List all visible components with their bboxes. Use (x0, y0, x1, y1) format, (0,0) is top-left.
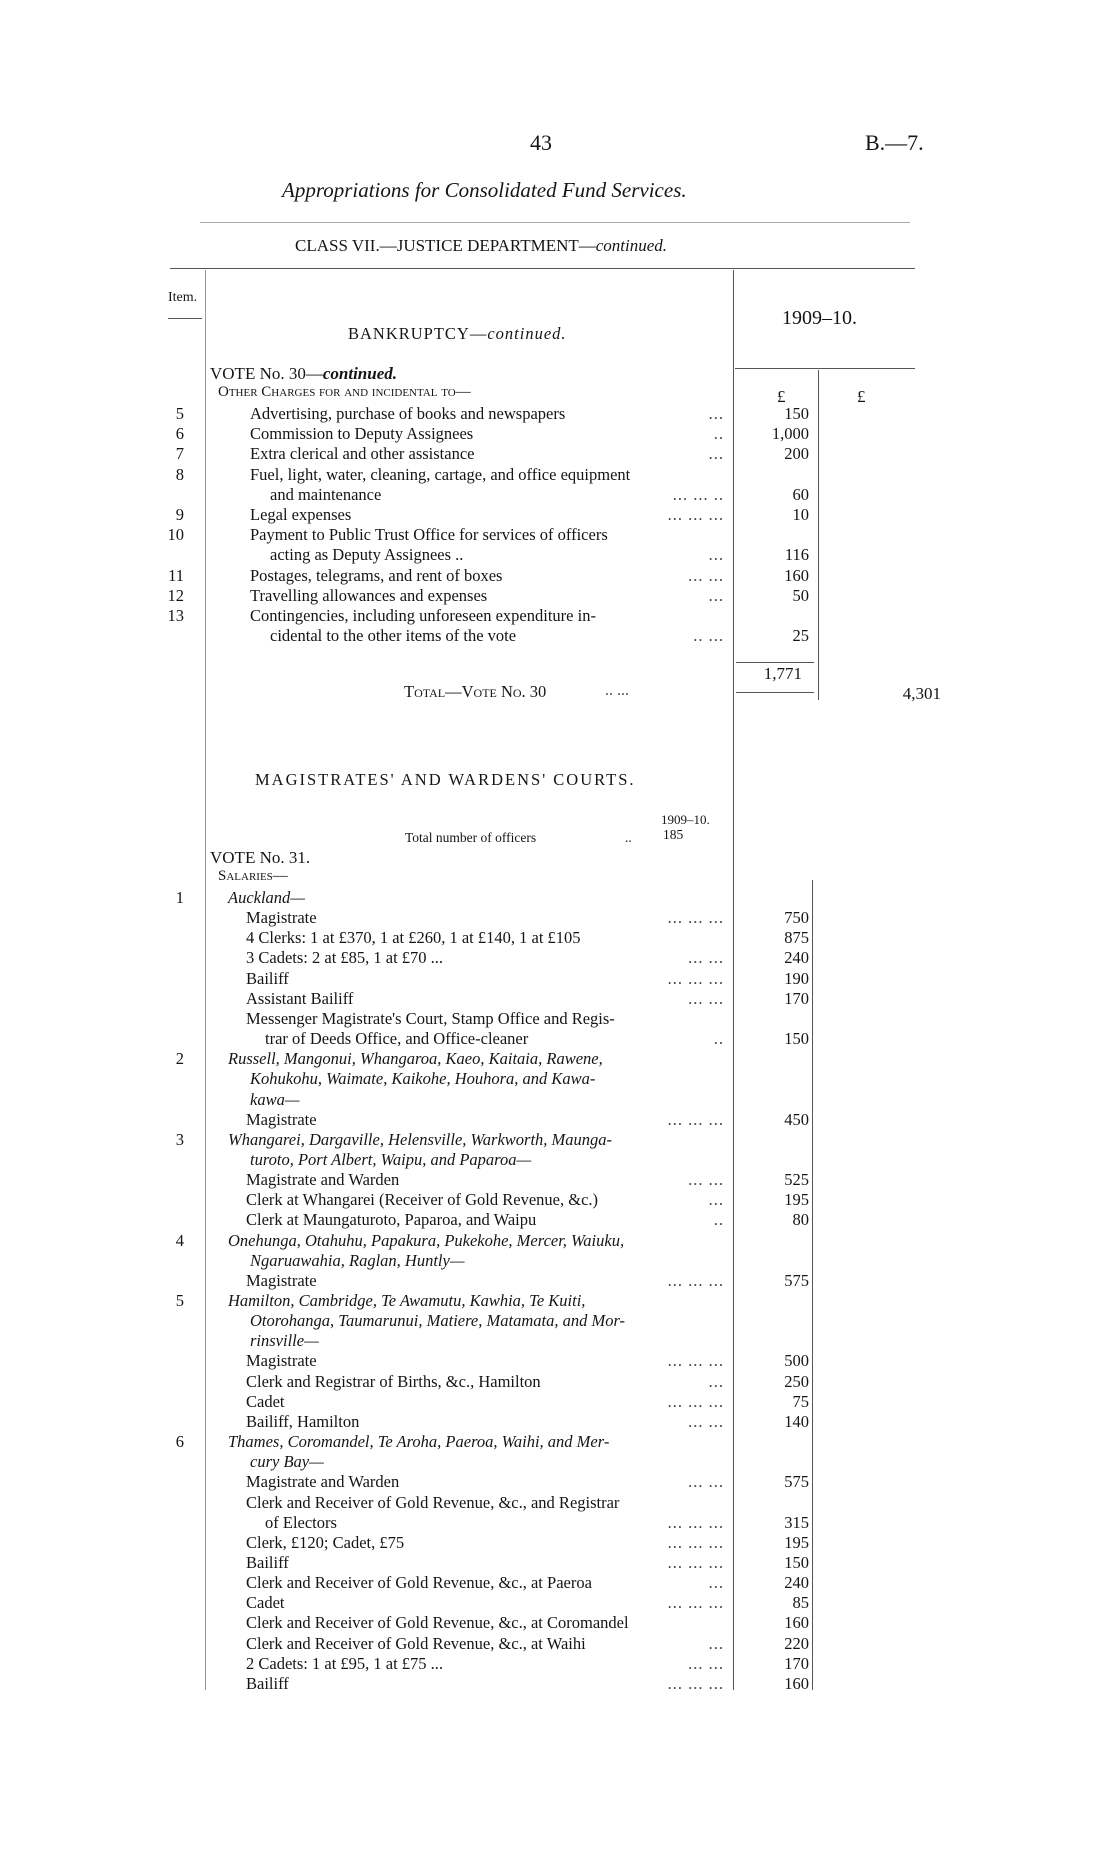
item-description: Bailiff (246, 968, 289, 988)
magistrates-heading: MAGISTRATES' AND WARDENS' COURTS. (255, 770, 636, 789)
line-item (0, 1634, 1114, 1654)
item-number: 11 (168, 565, 184, 585)
dot-leader: ... ... (688, 1653, 724, 1673)
item-number: 5 (175, 404, 184, 423)
dot-leader: ... ... ... (667, 908, 724, 928)
item-description: Magistrate (246, 1270, 317, 1290)
item-head-rule (168, 318, 202, 319)
class-heading-main: CLASS VII.—JUSTICE DEPARTMENT— (295, 236, 596, 255)
line-item (0, 1392, 1114, 1412)
vote-30-total: 4,301 (902, 684, 941, 703)
item-number: 7 (175, 444, 184, 464)
item-description: Bailiff, Hamilton (246, 1411, 360, 1431)
line-item (0, 1412, 1114, 1432)
line-item (0, 1452, 1114, 1472)
line-item (0, 1170, 1114, 1190)
item-description: Kohukohu, Waimate, Kaikohe, Houhora, and Kawa- (250, 1069, 596, 1089)
amount: 575 (784, 1472, 809, 1492)
year-column-head: 1909–10. (782, 307, 857, 329)
line-item (0, 1613, 1114, 1633)
line-item (0, 1331, 1114, 1351)
line-item (0, 1674, 1114, 1694)
item-description: Clerk and Receiver of Gold Revenue, &c., at Coromandel (246, 1613, 629, 1633)
item-number: 1 (175, 888, 184, 907)
amount: 10 (792, 505, 809, 524)
item-description: Hamilton, Cambridge, Te Awamutu, Kawhia, Te Kuiti, (228, 1291, 586, 1310)
line-item (0, 1291, 1114, 1311)
amount: 75 (792, 1391, 809, 1411)
amount: 85 (792, 1593, 809, 1613)
dot-leader: ... (708, 1633, 724, 1653)
amount: 60 (792, 484, 809, 504)
page-number: 43 (530, 130, 552, 155)
item-description: Russell, Mangonui, Whangaroa, Kaeo, Kaitaia, Rawene, (228, 1049, 603, 1069)
amount: 190 (784, 968, 809, 988)
amount: 315 (784, 1512, 809, 1532)
line-item (0, 1351, 1114, 1371)
line-item (0, 1593, 1114, 1613)
dot-leader: ... ... (688, 988, 724, 1008)
item-description: Clerk at Whangarei (Receiver of Gold Revenue, &c.) (246, 1190, 599, 1210)
rule-under-year (735, 368, 915, 369)
dot-leader: ... (708, 444, 724, 464)
dot-leader: .. (713, 1029, 724, 1049)
line-item (0, 566, 1114, 586)
item-description: Payment to Public Trust Office for services of officers (250, 525, 608, 545)
line-item (0, 1251, 1114, 1271)
dot-leader: ... (708, 545, 724, 565)
item-description: Fuel, light, water, cleaning, cartage, and office equipment (250, 464, 631, 484)
amount: 240 (784, 948, 809, 968)
bankruptcy-subtotal: 1,771 (763, 664, 802, 683)
line-item (0, 424, 1114, 444)
dot-leader: ... (708, 1190, 724, 1210)
item-description: Magistrate and Warden (246, 1170, 400, 1190)
item-description: 4 Clerks: 1 at £370, 1 at £260, 1 at £140, 1 at £105 (246, 928, 581, 948)
amount: 240 (784, 1573, 809, 1593)
line-item (0, 1110, 1114, 1130)
amount: 750 (784, 908, 809, 928)
pound-symbol-1: £ (777, 387, 786, 406)
line-item (0, 1553, 1114, 1573)
vote-30-total-leader: .. ... (605, 682, 629, 699)
line-item (0, 606, 1114, 626)
item-description: Legal expenses (250, 505, 352, 524)
dot-leader: ... ... ... (667, 1270, 724, 1290)
item-description: trar of Deeds Office, and Office-cleaner (265, 1029, 529, 1049)
line-item (0, 1029, 1114, 1049)
item-description: Whangarei, Dargaville, Helensville, Warkworth, Maunga- (228, 1129, 613, 1149)
dot-leader: .. (713, 424, 724, 444)
dot-leader: ... ... ... (667, 1552, 724, 1572)
amount: 80 (792, 1210, 809, 1230)
pound-symbol-2: £ (857, 387, 866, 406)
item-number: 10 (167, 525, 184, 545)
line-item (0, 404, 1114, 424)
dot-leader: ... ... ... (667, 1109, 724, 1129)
class-heading (295, 236, 667, 256)
dot-leader: ... ... ... (667, 968, 724, 988)
amount: 160 (784, 1673, 809, 1693)
vote-30-label: VOTE No. 30— (210, 364, 323, 383)
dot-leader: .. ... (693, 626, 724, 646)
item-number: 6 (175, 1432, 184, 1452)
line-item (0, 485, 1114, 505)
dot-leader: ... ... (688, 948, 724, 968)
line-item (0, 1231, 1114, 1251)
vote-30-suffix: continued. (322, 364, 398, 383)
item-number: 2 (175, 1049, 184, 1069)
line-item (0, 1271, 1114, 1291)
other-charges-subhead: Other Charges for and incidental to— (218, 384, 471, 400)
item-description: Magistrate and Warden (246, 1472, 400, 1492)
dot-leader: ... ... (688, 1472, 724, 1492)
item-description: cidental to the other items of the vote (270, 626, 517, 646)
line-item (0, 626, 1114, 646)
item-description: Auckland— (228, 888, 305, 907)
bankruptcy-heading (348, 324, 567, 344)
line-item (0, 1533, 1114, 1553)
line-item (0, 1654, 1114, 1674)
dot-leader: ... (708, 585, 724, 605)
line-item (0, 948, 1114, 968)
item-number: 13 (167, 606, 184, 625)
item-number: 5 (175, 1291, 184, 1310)
item-number: 8 (175, 464, 184, 484)
item-description: Messenger Magistrate's Court, Stamp Office and Regis- (246, 1008, 615, 1028)
amount: 195 (784, 1190, 809, 1210)
amount: 200 (784, 444, 809, 464)
class-heading-suffix: continued. (595, 236, 668, 255)
amount: 160 (784, 565, 809, 585)
line-item (0, 545, 1114, 565)
item-description: Postages, telegrams, and rent of boxes (250, 565, 503, 585)
salaries-subhead: Salaries— (218, 868, 288, 884)
line-item (0, 928, 1114, 948)
line-item (0, 1432, 1114, 1452)
item-description: Magistrate (246, 908, 317, 928)
officers-label: Total number of officers (405, 830, 537, 845)
item-column-head: Item. (168, 290, 198, 305)
item-description: Extra clerical and other assistance (250, 444, 475, 464)
item-description: Cadet (246, 1593, 285, 1613)
amount: 170 (784, 988, 809, 1008)
line-item (0, 969, 1114, 989)
amount: 450 (784, 1109, 809, 1129)
amount: 1,000 (771, 424, 809, 444)
dot-leader: ... (708, 1371, 724, 1391)
line-item (0, 586, 1114, 606)
amount: 160 (784, 1613, 809, 1633)
amount: 525 (784, 1170, 809, 1190)
bankruptcy-heading-suffix: continued. (487, 324, 567, 343)
item-description: Advertising, purchase of books and newspapers (250, 404, 566, 423)
line-item (0, 1090, 1114, 1110)
item-description: 3 Cadets: 2 at £85, 1 at £70 ... (246, 948, 444, 968)
dot-leader: ... ... (688, 1411, 724, 1431)
item-number: 12 (167, 585, 184, 605)
dot-leader: ... ... ... (667, 1512, 724, 1532)
amount: 875 (784, 928, 809, 948)
line-item (0, 1210, 1114, 1230)
amount: 195 (784, 1532, 809, 1552)
dot-leader: ... ... (688, 565, 724, 585)
line-item (0, 444, 1114, 464)
page-reference: B.—7. (865, 130, 924, 155)
line-item (0, 1513, 1114, 1533)
item-description: Magistrate (246, 1351, 317, 1371)
line-item (0, 1069, 1114, 1089)
amount: 500 (784, 1351, 809, 1371)
amount: 116 (784, 545, 809, 565)
dot-leader: ... ... ... (667, 1593, 724, 1613)
line-item (0, 1493, 1114, 1513)
vote-30-heading (210, 364, 397, 384)
subtotal-rule-bottom (736, 692, 814, 693)
item-description: turoto, Port Albert, Waipu, and Paparoa— (250, 1149, 532, 1169)
item-description: Bailiff (246, 1673, 289, 1693)
officers-leader: .. (625, 830, 632, 845)
item-number: 3 (175, 1129, 184, 1149)
subtotal-rule-top (736, 662, 814, 663)
item-description: Travelling allowances and expenses (250, 585, 488, 605)
vote-30-total-label: Total—Vote No. 30 (404, 682, 547, 701)
item-description: Onehunga, Otahuhu, Papakura, Pukekohe, Mercer, Waiuku, (228, 1230, 625, 1250)
officers-count: 185 (663, 827, 684, 842)
item-description: rinsville— (250, 1331, 319, 1351)
line-item (0, 465, 1114, 485)
line-item (0, 989, 1114, 1009)
amount: 150 (784, 1552, 809, 1572)
item-description: Clerk and Registrar of Births, &c., Hamilton (246, 1371, 541, 1391)
item-description: Clerk and Receiver of Gold Revenue, &c., and Registrar (246, 1492, 620, 1512)
line-item (0, 1009, 1114, 1029)
amount: 220 (784, 1633, 809, 1653)
item-description: acting as Deputy Assignees .. (270, 545, 464, 565)
dot-leader: ... ... (688, 1170, 724, 1190)
line-item (0, 1130, 1114, 1150)
item-number: 6 (175, 424, 184, 444)
bankruptcy-heading-main: BANKRUPTCY— (348, 324, 488, 343)
rule-under-class (170, 268, 915, 269)
item-description: Magistrate (246, 1109, 317, 1129)
amount: 150 (784, 1029, 809, 1049)
item-description: Ngaruawahia, Raglan, Huntly— (250, 1250, 465, 1270)
item-description: Assistant Bailiff (246, 988, 354, 1008)
amount: 170 (784, 1653, 809, 1673)
item-description: Thames, Coromandel, Te Aroha, Paeroa, Waihi, and Mer- (228, 1432, 610, 1452)
item-number: 9 (175, 505, 184, 524)
line-item (0, 525, 1114, 545)
amount: 575 (784, 1270, 809, 1290)
dot-leader: ... ... ... (667, 1532, 724, 1552)
line-item (0, 888, 1114, 908)
dot-leader: ... (708, 1573, 724, 1593)
line-item (0, 1190, 1114, 1210)
item-description: kawa— (250, 1089, 300, 1109)
line-item (0, 1372, 1114, 1392)
line-item (0, 908, 1114, 928)
line-item (0, 1573, 1114, 1593)
page-title: Appropriations for Consolidated Fund Services. (282, 178, 687, 202)
dot-leader: ... ... ... (667, 505, 724, 524)
dot-leader: ... (708, 404, 724, 423)
item-description: Commission to Deputy Assignees (250, 424, 474, 444)
amount: 250 (784, 1371, 809, 1391)
item-description: Clerk, £120; Cadet, £75 (246, 1532, 405, 1552)
item-description: Clerk and Receiver of Gold Revenue, &c., at Waihi (246, 1633, 586, 1653)
amount: 150 (784, 404, 809, 423)
line-item (0, 505, 1114, 525)
dot-leader: ... ... ... (667, 1673, 724, 1693)
amount: 140 (784, 1411, 809, 1431)
item-description: Clerk and Receiver of Gold Revenue, &c., at Paeroa (246, 1573, 592, 1593)
item-description: Clerk at Maungaturoto, Paparoa, and Waipu (246, 1210, 537, 1230)
item-description: cury Bay— (250, 1452, 324, 1472)
dot-leader: ... ... .. (672, 484, 724, 504)
item-description: of Electors (265, 1512, 337, 1532)
item-description: Contingencies, including unforeseen expenditure in- (250, 606, 596, 625)
officers-year: 1909–10. (661, 812, 710, 827)
line-item (0, 1472, 1114, 1492)
item-description: Bailiff (246, 1552, 289, 1572)
dot-leader: ... ... ... (667, 1391, 724, 1411)
vote-31-heading: VOTE No. 31. (210, 848, 311, 867)
item-description: 2 Cadets: 1 at £95, 1 at £75 ... (246, 1653, 444, 1673)
line-item (0, 1049, 1114, 1069)
dot-leader: ... ... ... (667, 1351, 724, 1371)
rule-top (200, 222, 910, 223)
line-item (0, 1150, 1114, 1170)
amount: 25 (792, 626, 809, 646)
item-number: 4 (175, 1230, 184, 1250)
item-description: Otorohanga, Taumarunui, Matiere, Matamata, and Mor- (250, 1311, 626, 1331)
item-description: and maintenance (270, 484, 382, 504)
amount: 50 (792, 585, 809, 605)
item-description: Cadet (246, 1391, 285, 1411)
line-item (0, 1311, 1114, 1331)
dot-leader: .. (713, 1210, 724, 1230)
